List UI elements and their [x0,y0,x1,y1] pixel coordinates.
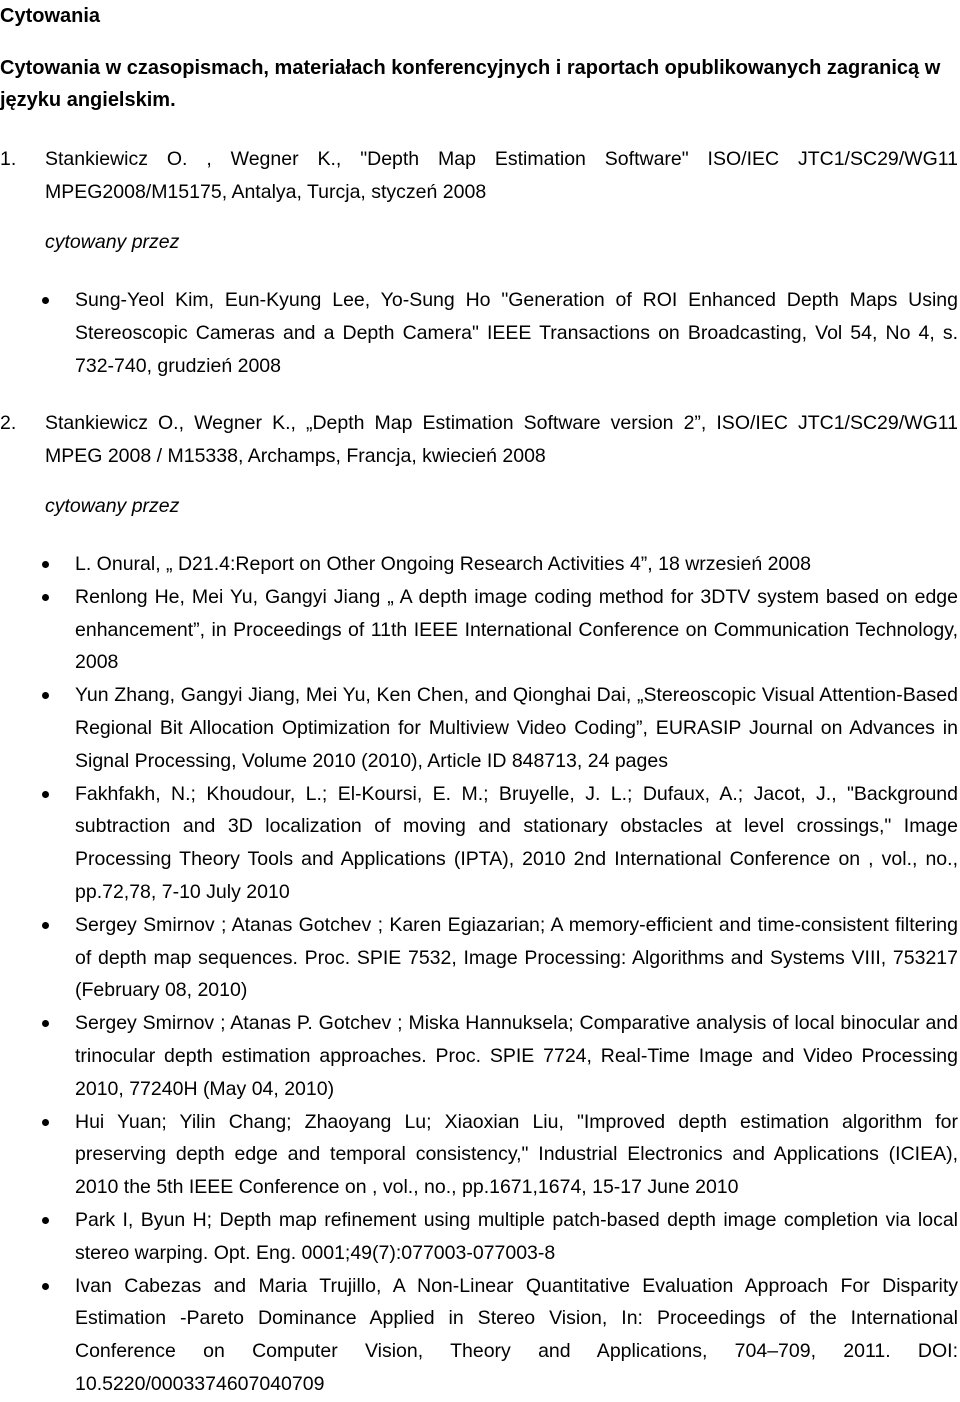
citation-text: Renlong He, Mei Yu, Gangyi Jiang „ A depth image coding method for 3DTV system based on edge enhancement”, in Proceedings of 11th IEEE International Conference on Communication Technology, 2008 [75,585,958,674]
list-item [0,909,958,1007]
publication-entry [0,143,958,209]
cited-by-label: cytowany przez [45,495,180,517]
section-heading: Cytowania w czasopismach, materiałach konferencyjnych i raportach opublikowanych zagranicą w języku angielskim. [0,57,941,111]
bullet-icon [42,561,49,568]
entry-number: 2. [0,412,17,434]
citation-text: Sung-Yeol Kim, Eun-Kyung Lee, Yo-Sung Ho "Generation of ROI Enhanced Depth Maps Using Stereoscopic Cameras and a Depth Camera" IEEE Transactions on Broadcasting, Vol 54, No 4, s. 732-740, grudzień 2008 [75,289,958,377]
bullet-icon [42,297,49,304]
list-item [0,1007,958,1105]
entry-number: 1. [0,148,17,170]
citation-text: Yun Zhang, Gangyi Jiang, Mei Yu, Ken Chen, and Qionghai Dai, „Stereoscopic Visual Attention-Based Regional Bit Allocation Optimization for Multiview Video Coding”, EURASIP Journal on Advances in Signal Processing, Volume 2010 (2010), Article ID 848713, 24 pages [75,684,958,772]
bullet-icon [42,922,49,929]
citation-text: Sergey Smirnov ; Atanas Gotchev ; Karen Egiazarian; A memory-efficient and time-consistent filtering of depth map sequences. Proc. SPIE 7532, Image Processing: Algorithms and Systems VIII, 753217 (February 08, 2010) [75,913,958,1002]
entry-text: Stankiewicz O., Wegner K., „Depth Map Estimation Software version 2”, ISO/IEC JTC1/SC29/WG11 MPEG 2008 / M15338, Archamps, Francja, kwiecień 2008 [45,412,958,467]
list-item [0,679,958,777]
bullet-icon [42,1217,49,1224]
citation-text: Sergey Smirnov ; Atanas P. Gotchev ; Miska Hannuksela; Comparative analysis of local binocular and trinocular depth estimation approaches. Proc. SPIE 7724, Real-Time Image and Video Processing 2010, 77240H (May 04, 2010) [75,1012,958,1100]
bullet-icon [42,791,49,798]
citation-text: Fakhfakh, N.; Khoudour, L.; El-Koursi, E. M.; Bruyelle, J. L.; Dufaux, A.; Jacot, J., "Background subtraction and 3D localization of moving and stationary obstacles at level crossings," Image Processing Theory Tools and Applications (IPTA), 2010 2nd International Conference on , vol., no., pp.72,78, 7-10 July 2010 [75,782,958,903]
citation-list [0,548,958,1401]
list-item [0,284,958,382]
publication-entry [0,407,958,473]
cited-by-label: cytowany przez [45,231,180,253]
entry-text: Stankiewicz O. , Wegner K., "Depth Map Estimation Software" ISO/IEC JTC1/SC29/WG11 MPEG2008/M15175, Antalya, Turcja, styczeń 2008 [45,148,958,203]
citation-text: Hui Yuan; Yilin Chang; Zhaoyang Lu; Xiaoxian Liu, "Improved depth estimation algorithm for preserving depth edge and temporal consistency," Industrial Electronics and Applications (ICIEA), 2010 the 5th IEEE Conference on , vol., no., pp.1671,1674, 15-17 June 2010 [75,1110,958,1199]
bullet-icon [42,594,49,601]
citation-text: Park I, Byun H; Depth map refinement using multiple patch-based depth image completion via local stereo warping. Opt. Eng. 0001;49(7):077003-077003-8 [75,1208,958,1264]
list-item [0,581,958,679]
bullet-icon [42,692,49,699]
list-item [0,1106,958,1204]
list-item [0,1204,958,1270]
list-item [0,548,958,581]
page-title: Cytowania [0,5,101,27]
bullet-icon [42,1020,49,1027]
citation-text: Ivan Cabezas and Maria Trujillo, A Non-Linear Quantitative Evaluation Approach For Disparity Estimation -Pareto Dominance Applied in Stereo Vision, In: Proceedings of the International Conference on Computer Vision, Theory and Applications, 704–709, 2011. DOI: 10.5220/0003374607040709 [75,1274,958,1395]
bullet-icon [42,1283,49,1290]
bullet-icon [42,1119,49,1126]
list-item [0,1270,958,1401]
citation-list [0,284,958,382]
list-item [0,778,958,909]
citation-text: L. Onural, „ D21.4:Report on Other Ongoing Research Activities 4”, 18 wrzesień 2008 [75,553,811,575]
